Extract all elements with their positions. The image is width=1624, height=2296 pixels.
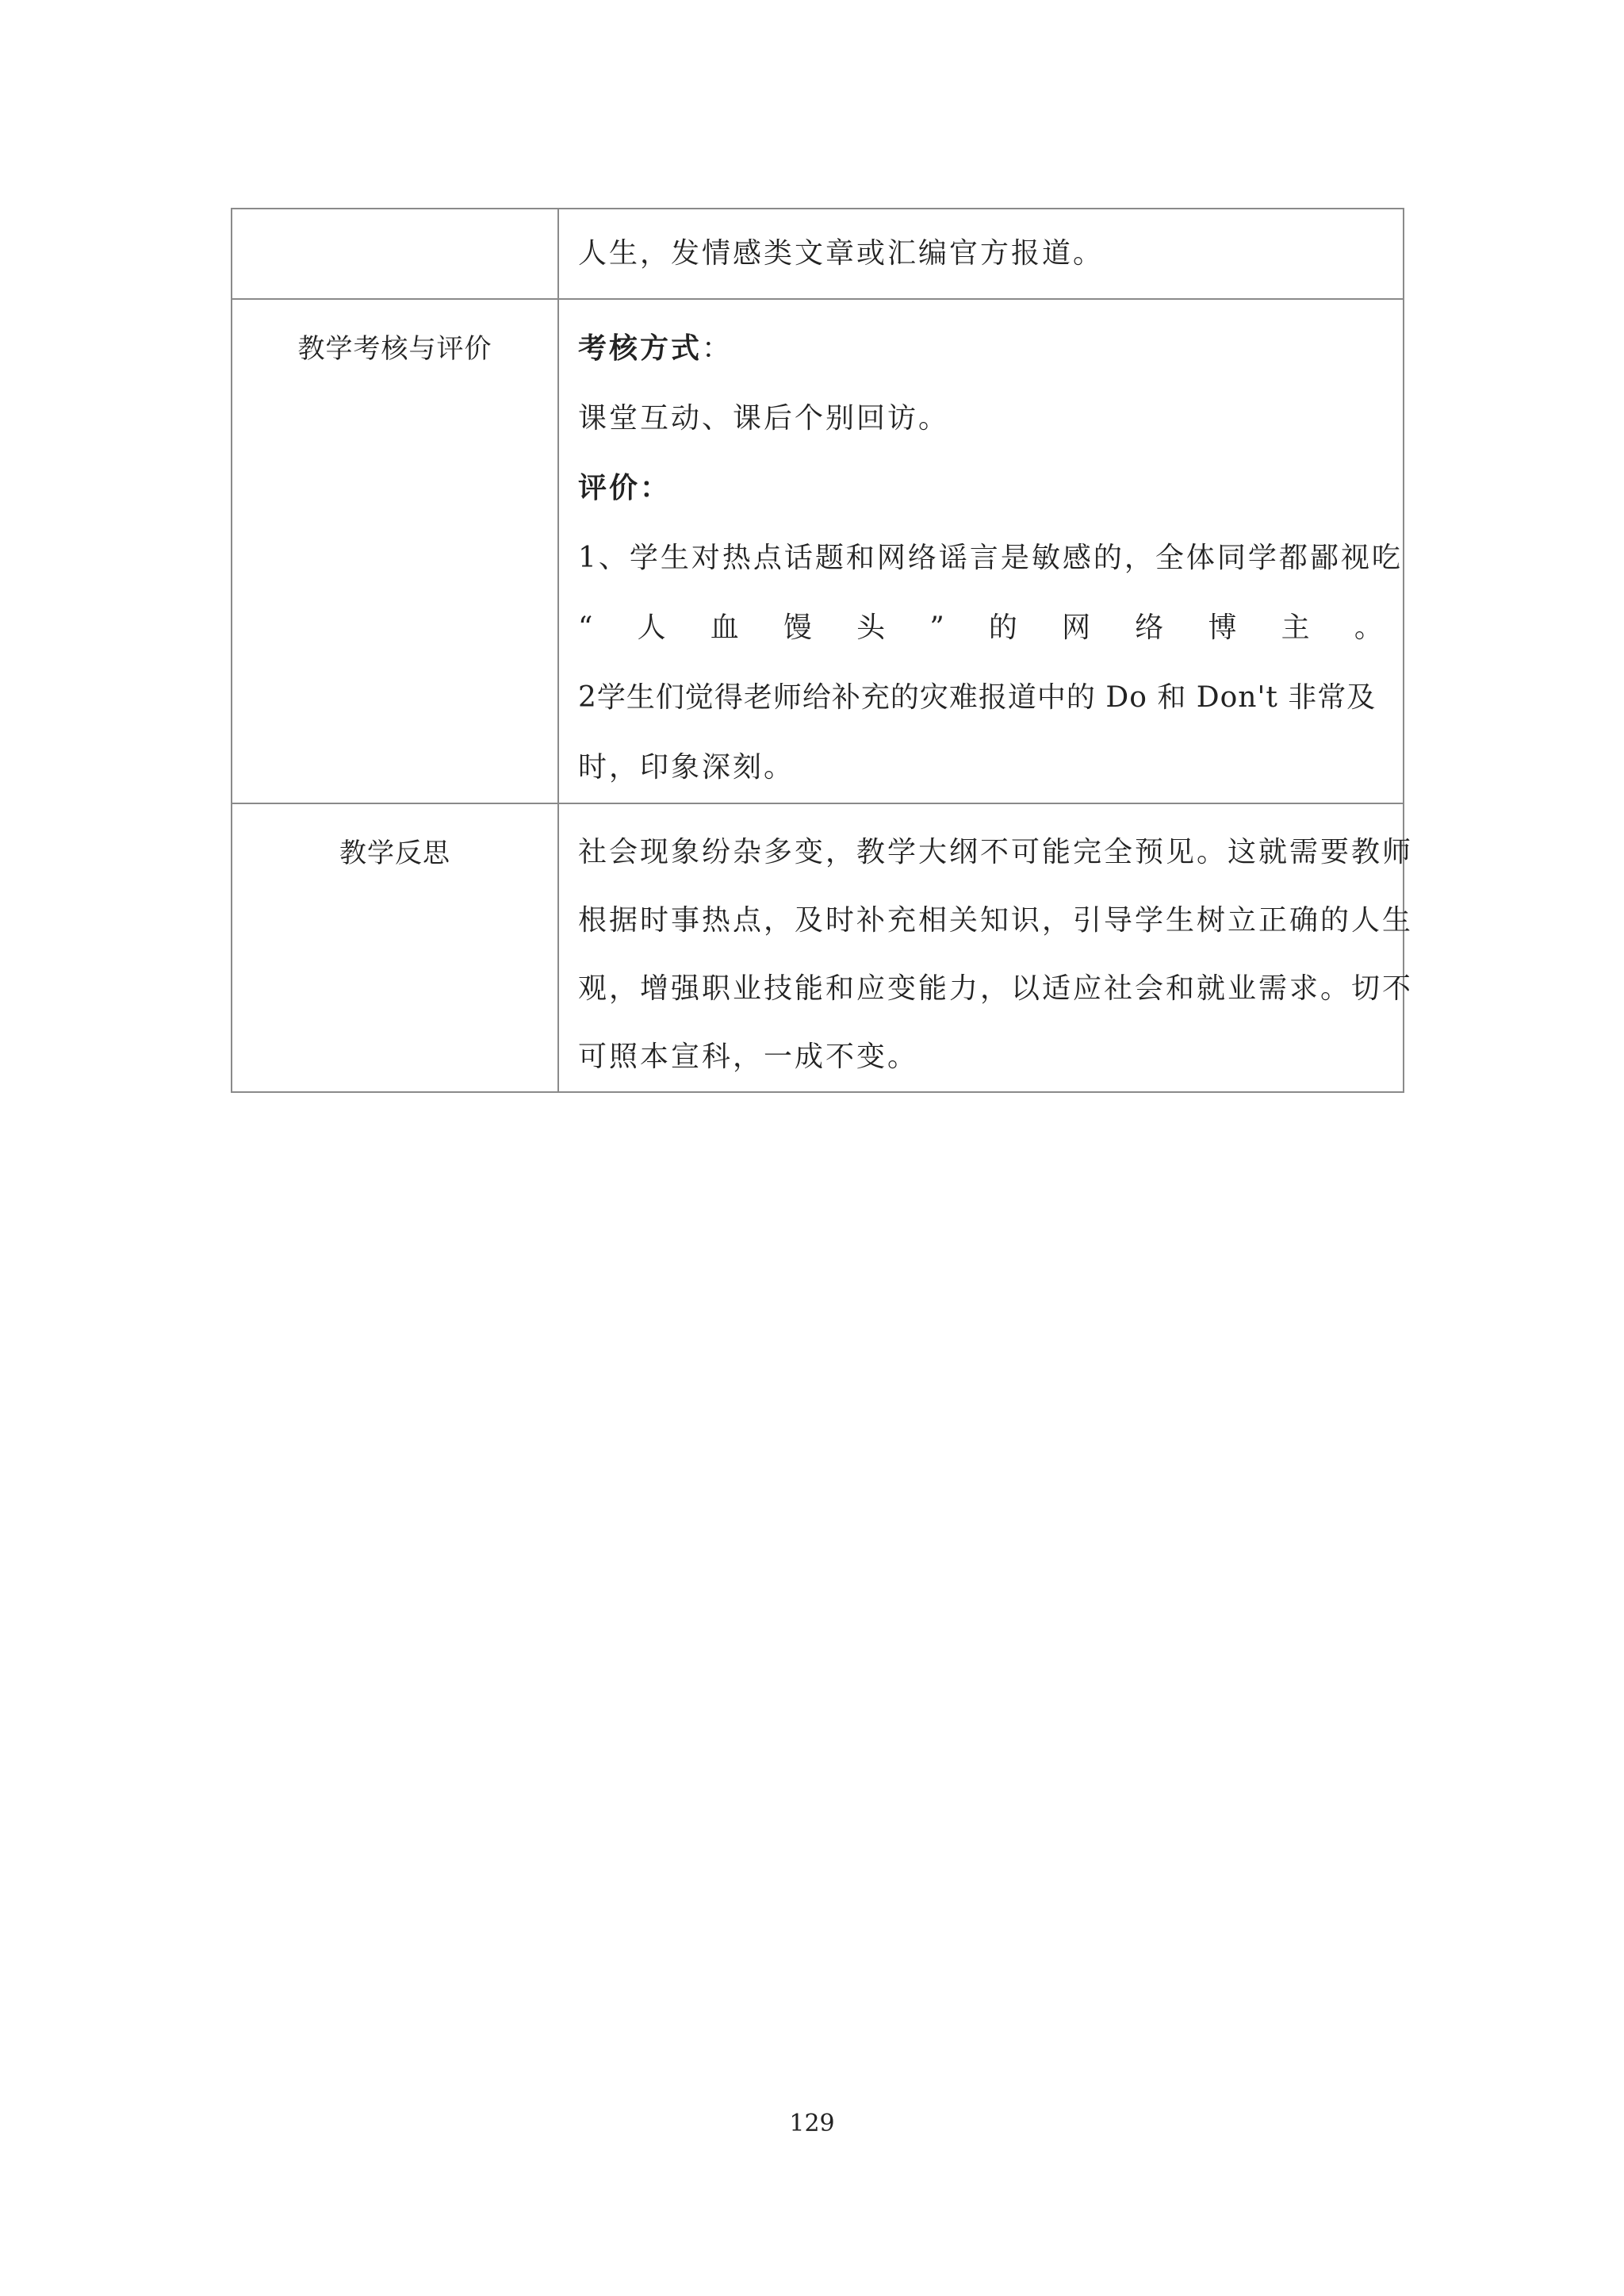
evaluation-char: 博 (1208, 611, 1239, 644)
row2-label: 教学考核与评价 (297, 333, 492, 365)
evaluation-char: “ (578, 611, 596, 644)
row1-content-cell (558, 209, 1404, 299)
row2-content-cell (558, 299, 1404, 803)
assessment-method-heading: 考核方式 (578, 332, 703, 365)
evaluation-char: 主 (1281, 611, 1312, 644)
assessment-method-line (578, 314, 1388, 384)
table-row-assessment (232, 299, 1404, 803)
evaluation-char: 络 (1135, 611, 1166, 644)
evaluation-char: 血 (710, 611, 741, 644)
assessment-method-text: 课堂互动、课后个别回访。 (578, 402, 950, 435)
reflection-line-3: 观，增强职业技能和应变能力，以适应社会和就业需求。切不 (578, 972, 1414, 1005)
table-row-reflection (232, 803, 1404, 1092)
evaluation-char: 头 (856, 611, 888, 644)
row1-label-cell (232, 209, 558, 299)
row2-label-cell (232, 299, 558, 803)
evaluation-line-4: 时，印象深刻。 (578, 751, 795, 784)
evaluation-char: 的 (988, 611, 1020, 644)
evaluation-heading: 评价： (578, 472, 672, 504)
row3-content-cell (558, 803, 1414, 1092)
evaluation-line-2 (578, 593, 1388, 663)
row1-line-1: 人生，发情感类文章或汇编官方报道。 (578, 237, 1105, 270)
evaluation-char: 。 (1354, 611, 1385, 644)
row3-label-cell (232, 803, 558, 1092)
evaluation-line-1: 1、学生对热点话题和网络谣言是敏感的，全体同学都鄙视吃 (578, 542, 1403, 574)
row3-label: 教学反思 (339, 838, 450, 869)
table-row-continuation (232, 209, 1404, 299)
assessment-method-colon: ： (702, 332, 733, 365)
evaluation-char: 馒 (783, 611, 814, 644)
reflection-line-1: 社会现象纷杂多变，教学大纲不可能完全预见。这就需要教师 (578, 836, 1414, 868)
evaluation-line-3: 2学生们觉得老师给补充的灾难报道中的 Do 和 Don't 非常及 (578, 681, 1377, 714)
reflection-line-2: 根据时事热点，及时补充相关知识，引导学生树立正确的人生 (578, 904, 1414, 937)
reflection-line-4: 可照本宣科，一成不变。 (578, 1041, 919, 1073)
evaluation-char: ” (929, 611, 947, 644)
content-table (231, 208, 1414, 1093)
evaluation-char: 网 (1062, 611, 1094, 644)
page-number: 129 (789, 2110, 835, 2137)
row1-label (232, 209, 557, 235)
evaluation-char: 人 (637, 611, 668, 644)
